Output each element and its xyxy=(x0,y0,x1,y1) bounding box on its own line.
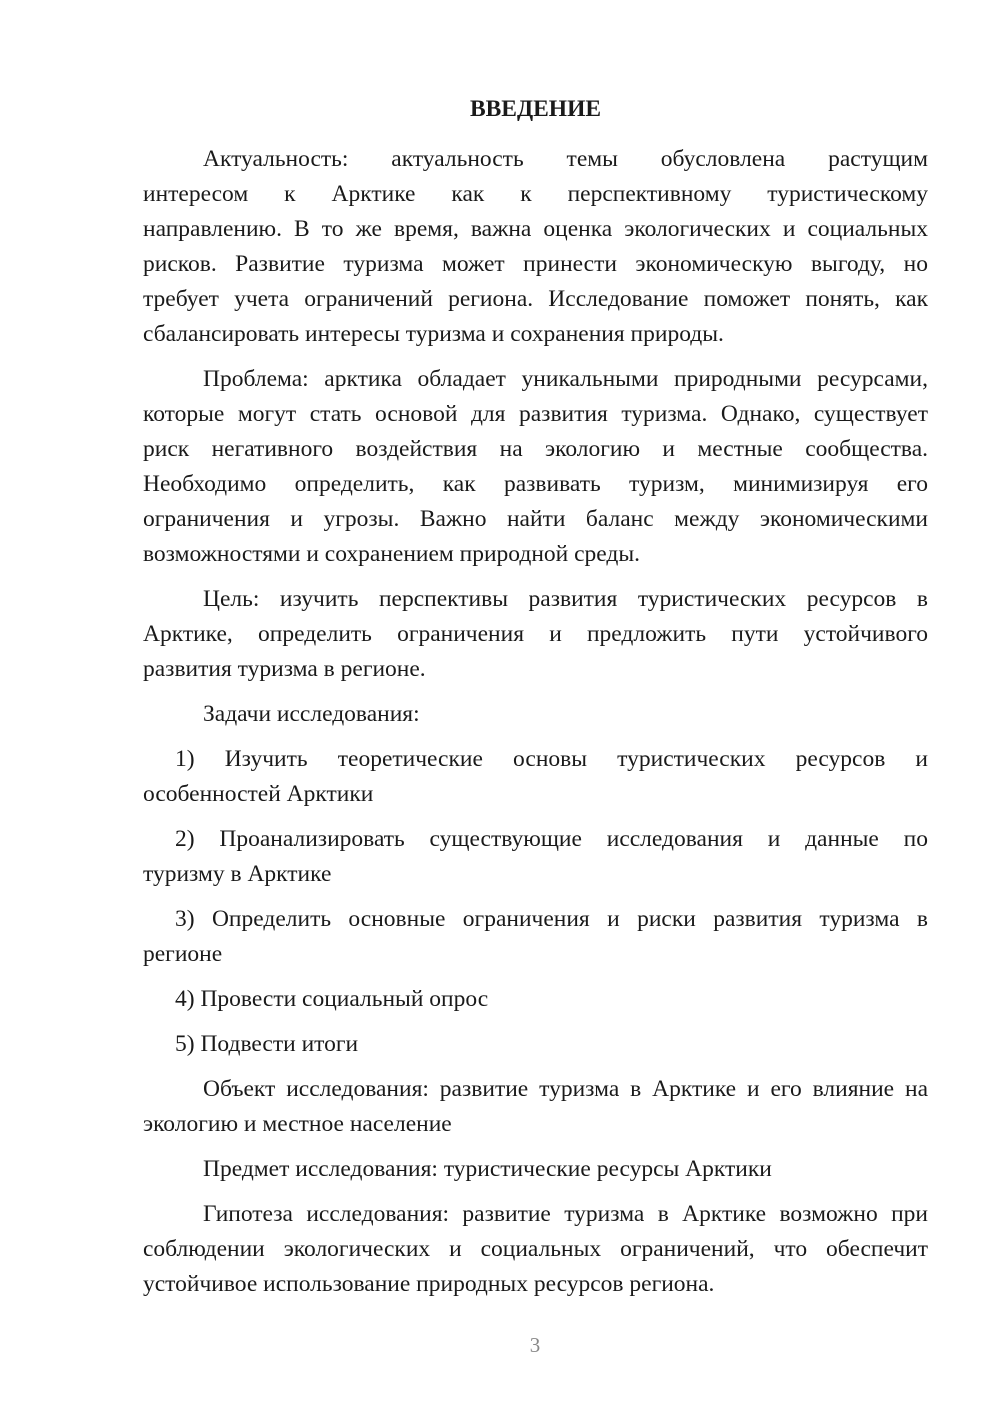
paragraph xyxy=(143,697,928,732)
text-line: Необходимо определить, как развивать туризм, минимизируя его xyxy=(143,471,928,497)
text-line: устойчивое использование природных ресурсов региона. xyxy=(143,1271,715,1297)
text-line: регионе xyxy=(143,941,223,967)
text-line: интересом к Арктике как к перспективному туристическому xyxy=(143,181,928,207)
text-line: риск негативного воздействия на экологию и местные сообщества. xyxy=(143,436,928,462)
section-title: ВВЕДЕНИЕ xyxy=(469,96,602,122)
text-line: Проблема: арктика обладает уникальными природными ресурсами, xyxy=(203,366,928,392)
task-list-item xyxy=(143,1027,928,1062)
text-line: возможностями и сохранением природной среды. xyxy=(143,541,641,567)
text-line: экологию и местное население xyxy=(143,1111,452,1137)
task-list-item xyxy=(143,822,928,892)
text-line: которые могут стать основой для развития туризма. Однако, существует xyxy=(143,401,928,427)
task-list-item xyxy=(143,902,928,972)
text-line: рисков. Развитие туризма может принести экономическую выгоду, но xyxy=(143,251,928,277)
text-line: Актуальность: актуальность темы обусловлена растущим xyxy=(203,146,928,172)
task-list-item xyxy=(143,742,928,812)
text-line: 4) Провести социальный опрос xyxy=(175,986,489,1012)
text-line: 1) Изучить теоретические основы туристических ресурсов и xyxy=(175,746,928,772)
text-line: Гипотеза исследования: развитие туризма в Арктике возможно при xyxy=(203,1201,928,1227)
text-line: направлению. В то же время, важна оценка экологических и социальных xyxy=(143,216,928,242)
text-line: Задачи исследования: xyxy=(203,701,420,727)
document-page xyxy=(143,92,928,1312)
text-line: Цель: изучить перспективы развития туристических ресурсов в xyxy=(203,586,928,612)
text-line: Объект исследования: развитие туризма в Арктике и его влияние на xyxy=(203,1076,928,1102)
text-line: туризму в Арктике xyxy=(143,861,332,887)
paragraph xyxy=(143,1197,928,1302)
text-line: Арктике, определить ограничения и предложить пути устойчивого xyxy=(143,621,928,647)
text-line: 5) Подвести итоги xyxy=(175,1031,359,1057)
text-line: 2) Проанализировать существующие исследования и данные по xyxy=(175,826,928,852)
text-line: 3) Определить основные ограничения и риски развития туризма в xyxy=(175,906,928,932)
paragraph xyxy=(143,362,928,572)
page-number: 3 xyxy=(529,1333,541,1357)
text-line: ограничения и угрозы. Важно найти баланс между экономическими xyxy=(143,506,928,532)
text-line: развития туризма в регионе. xyxy=(143,656,426,682)
text-line: сбалансировать интересы туризма и сохранения природы. xyxy=(143,321,724,347)
paragraph xyxy=(143,142,928,352)
paragraph xyxy=(143,1152,928,1187)
paragraph xyxy=(143,1072,928,1142)
paragraph xyxy=(143,582,928,687)
text-line: требует учета ограничений региона. Исследование поможет понять, как xyxy=(143,286,928,312)
text-line: особенностей Арктики xyxy=(143,781,374,807)
document-body xyxy=(143,142,928,1302)
task-list-item xyxy=(143,982,928,1017)
text-line: соблюдении экологических и социальных ограничений, что обеспечит xyxy=(143,1236,928,1262)
text-line: Предмет исследования: туристические ресурсы Арктики xyxy=(203,1156,772,1182)
